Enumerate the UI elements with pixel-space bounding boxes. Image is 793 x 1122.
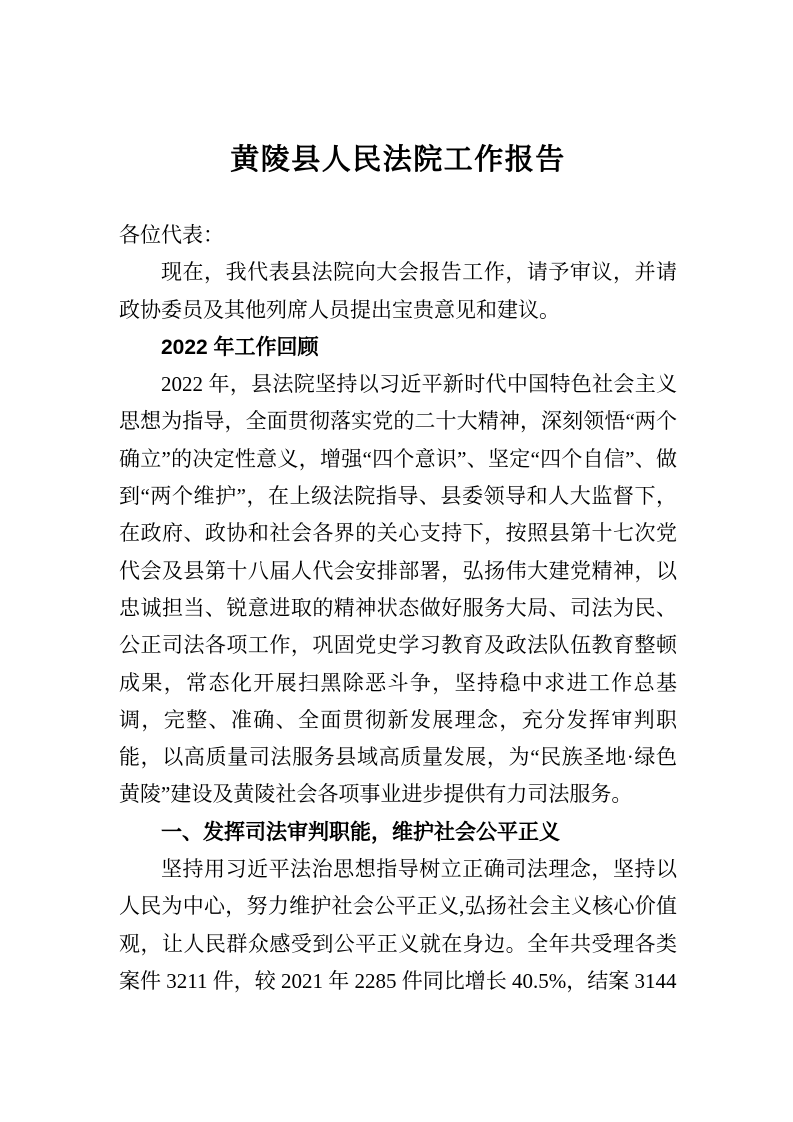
document-body: [119, 139, 677, 1000]
document-title: 黄陵县人民法院工作报告: [230, 144, 566, 176]
paragraph-2022-review: 2022 年，县法院坚持以习近平新时代中国特色社会主义思想为指导，全面贯彻落实党的二十大精神，深刻领悟“两个确立”的决定性意义，增强“四个意识”、坚定“四个自信”、做到“两个维护”，在上级法院指导、县委领导和人大监督下，在政府、政协和社会各界的关心支持下，按照县第十七次党代会及县第十八届人代会安排部署，弘扬伟大建党精神，以忠诚担当、锐意进取的精神状态做好服务大局、司法为民、公正司法各项工作，巩固党史学习教育及政法队伍教育整顿成果，常态化开展扫黑除恶斗争，坚持稳中求进工作总基调，完整、准确、全面贯彻新发展理念，充分发挥审判职能，以高质量司法服务县域高质量发展，为“民族圣地·绿色黄陵”建设及黄陵社会各项事业进步提供有力司法服务。: [119, 372, 677, 807]
paragraph-section-1: 坚持用习近平法治思想指导树立正确司法理念，坚持以人民为中心，努力维护社会公平正义,弘扬社会主义核心价值观，让人民群众感受到公平正义就在身边。全年共受理各类案件 3211 件，较 2021 年 2285 件同比增长 40.5%，结案 3144: [119, 857, 677, 993]
salutation-line: 各位代表：: [119, 223, 224, 247]
heading-section-1: 一、发挥司法审判职能，维护社会公平正义: [161, 820, 560, 844]
paragraph-intro: 现在，我代表县法院向大会报告工作，请予审议，并请政协委员及其他列席人员提出宝贵意见和建议。: [119, 260, 677, 322]
heading-2022-work-review: 2022 年工作回顾: [161, 335, 319, 359]
